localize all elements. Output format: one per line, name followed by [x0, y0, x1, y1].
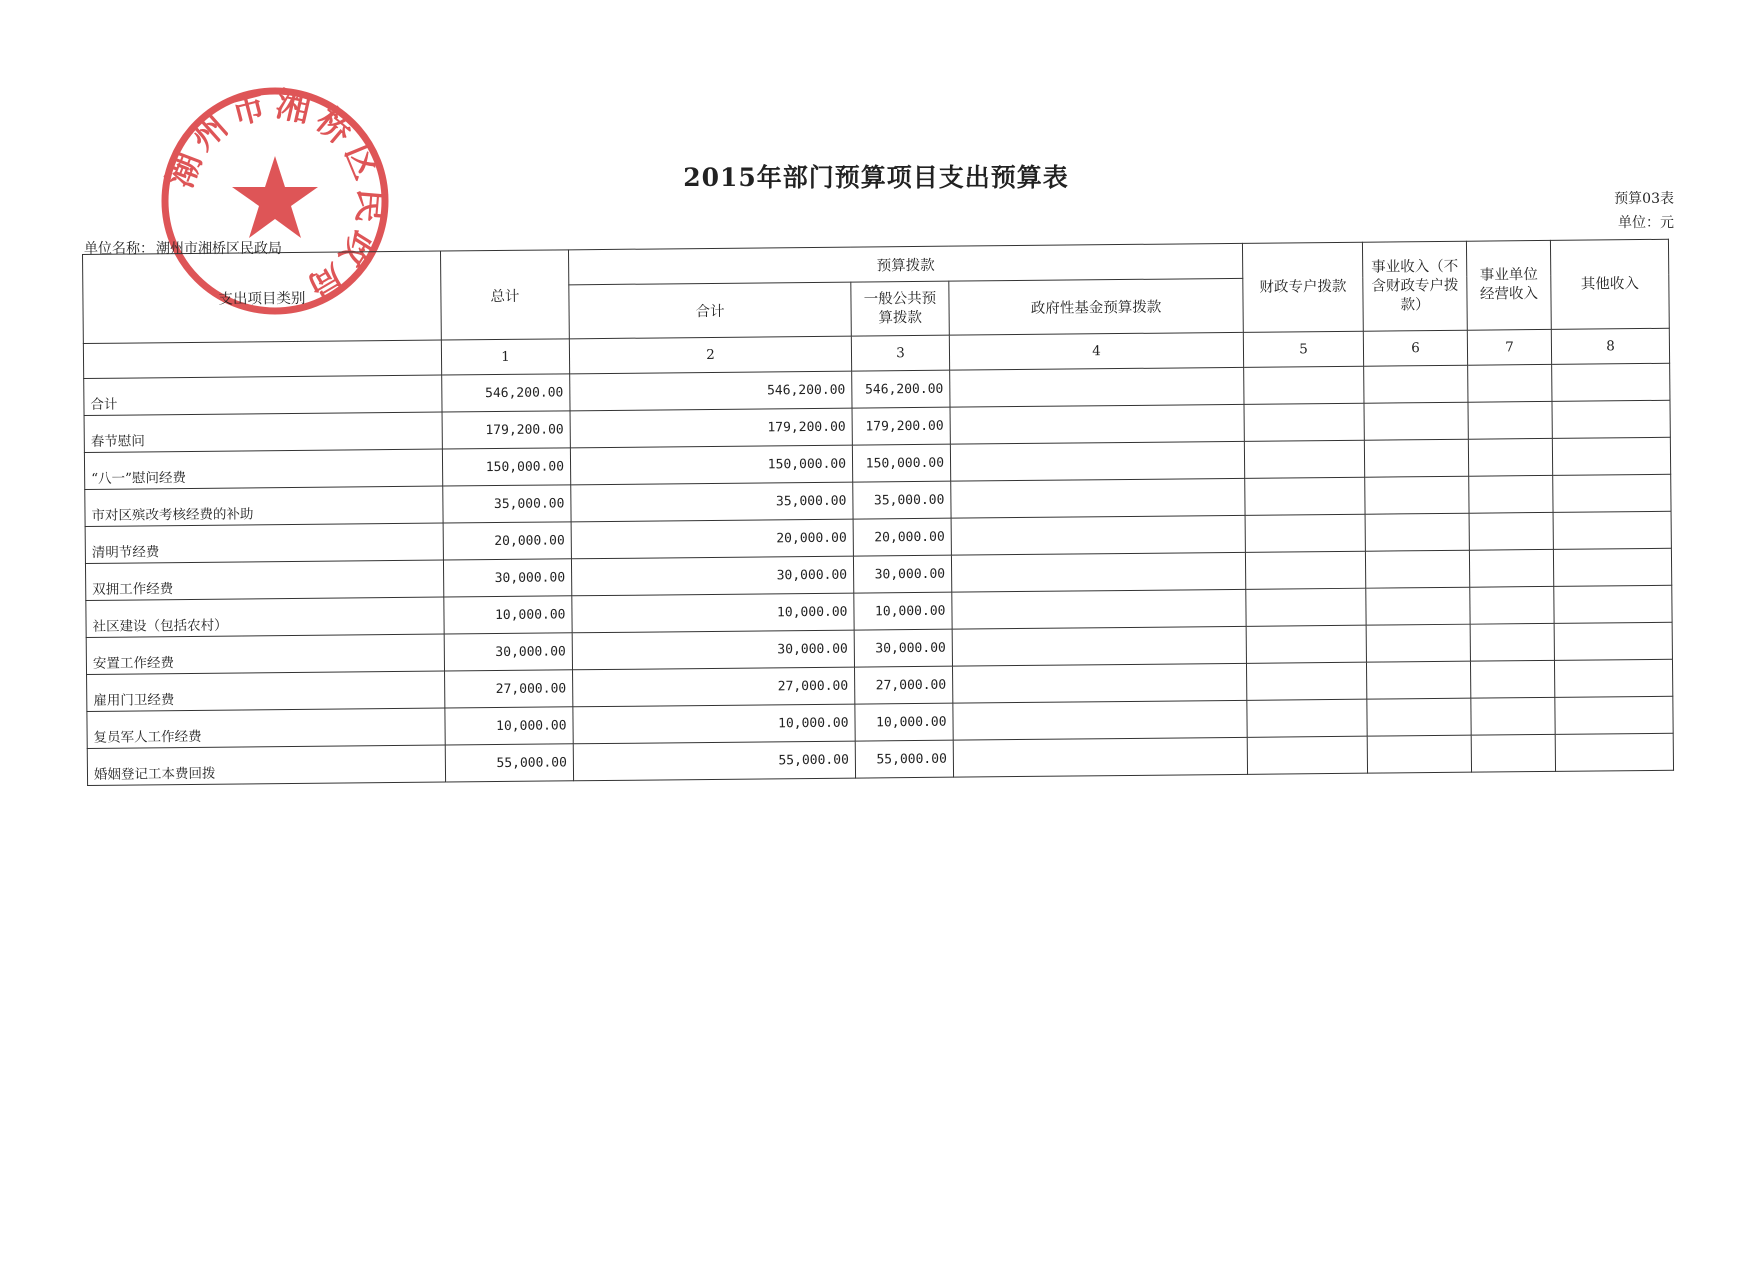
- row-other-income-cell: [1552, 363, 1670, 401]
- row-other-income-cell: [1553, 511, 1671, 549]
- index-cell-empty: [83, 340, 441, 378]
- index-cell: 1: [441, 339, 569, 375]
- row-business-income-cell: [1364, 439, 1468, 477]
- row-category-cell: 市对区殡改考核经费的补助: [85, 486, 443, 526]
- row-fiscal-special-cell: [1244, 440, 1364, 478]
- row-business-income-cell: [1364, 402, 1468, 440]
- row-business-income-cell: [1364, 365, 1468, 403]
- row-total-cell: 546,200.00: [442, 374, 570, 412]
- index-cell: 7: [1467, 329, 1551, 365]
- row-subtotal-cell: 150,000.00: [570, 445, 852, 485]
- page-title: 2015年部门预算项目支出预算表: [683, 163, 1069, 192]
- budget-table: [82, 239, 1674, 786]
- seal-text: 潮州市湘桥区民政局: [160, 84, 392, 311]
- row-other-income-cell: [1554, 622, 1672, 660]
- row-subtotal-cell: 10,000.00: [572, 593, 854, 633]
- row-subtotal-cell: 179,200.00: [570, 408, 852, 448]
- row-category-cell: 春节慰问: [84, 412, 442, 452]
- row-subtotal-cell: 27,000.00: [573, 667, 855, 707]
- budget-table-wrapper: [82, 239, 1673, 786]
- index-cell: 4: [949, 332, 1243, 370]
- row-fiscal-special-cell: [1245, 514, 1365, 552]
- row-category-cell: 复员军人工作经费: [87, 708, 445, 748]
- row-subtotal-cell: 55,000.00: [573, 741, 855, 781]
- row-total-cell: 27,000.00: [445, 670, 573, 708]
- row-general-public-cell: 179,200.00: [852, 407, 950, 445]
- row-fiscal-special-cell: [1244, 366, 1364, 404]
- row-gov-fund-cell: [953, 737, 1247, 777]
- row-business-unit-income-cell: [1468, 364, 1552, 402]
- row-category-cell: 安置工作经费: [86, 634, 444, 674]
- row-subtotal-cell: 10,000.00: [573, 704, 855, 744]
- row-general-public-cell: 27,000.00: [855, 666, 953, 704]
- row-gov-fund-cell: [953, 700, 1247, 740]
- row-general-public-cell: 30,000.00: [854, 629, 952, 667]
- row-category-cell: 清明节经费: [85, 523, 443, 563]
- row-gov-fund-cell: [951, 478, 1245, 518]
- organization-label: 单位名称：: [84, 241, 154, 257]
- row-other-income-cell: [1555, 733, 1673, 771]
- row-business-unit-income-cell: [1468, 401, 1552, 439]
- row-business-unit-income-cell: [1469, 549, 1553, 587]
- row-general-public-cell: 35,000.00: [853, 481, 951, 519]
- index-cell: 2: [569, 336, 851, 374]
- row-business-unit-income-cell: [1469, 475, 1553, 513]
- row-business-income-cell: [1366, 624, 1470, 662]
- row-total-cell: 150,000.00: [442, 448, 570, 486]
- row-gov-fund-cell: [950, 441, 1244, 481]
- row-gov-fund-cell: [951, 515, 1245, 555]
- row-business-income-cell: [1365, 550, 1469, 588]
- row-fiscal-special-cell: [1247, 662, 1367, 700]
- row-fiscal-special-cell: [1244, 403, 1364, 441]
- header-category: 支出项目类别: [83, 251, 442, 343]
- row-general-public-cell: 20,000.00: [853, 518, 951, 556]
- row-subtotal-cell: 546,200.00: [570, 371, 852, 411]
- row-subtotal-cell: 35,000.00: [571, 482, 853, 522]
- row-subtotal-cell: 30,000.00: [572, 630, 854, 670]
- row-general-public-cell: 10,000.00: [855, 703, 953, 741]
- row-fiscal-special-cell: [1247, 736, 1367, 774]
- row-other-income-cell: [1555, 659, 1673, 697]
- index-cell: 8: [1551, 328, 1669, 364]
- row-general-public-cell: 30,000.00: [853, 555, 951, 593]
- row-business-unit-income-cell: [1471, 734, 1555, 772]
- form-number: 预算03表: [1614, 191, 1674, 207]
- row-subtotal-cell: 20,000.00: [571, 519, 853, 559]
- row-general-public-cell: 546,200.00: [852, 370, 950, 408]
- row-fiscal-special-cell: [1246, 588, 1366, 626]
- row-gov-fund-cell: [950, 404, 1244, 444]
- row-business-income-cell: [1367, 735, 1471, 773]
- row-total-cell: 20,000.00: [443, 522, 571, 560]
- header-gov-fund: 政府性基金预算拨款: [949, 279, 1244, 335]
- row-business-unit-income-cell: [1471, 660, 1555, 698]
- row-general-public-cell: 150,000.00: [852, 444, 950, 482]
- header-other-income: 其他收入: [1550, 239, 1669, 329]
- row-business-income-cell: [1367, 698, 1471, 736]
- index-cell: 3: [851, 335, 949, 371]
- row-fiscal-special-cell: [1247, 699, 1367, 737]
- row-category-cell: 雇用门卫经费: [87, 671, 445, 711]
- row-total-cell: 30,000.00: [444, 633, 572, 671]
- index-cell: 6: [1363, 330, 1467, 366]
- row-other-income-cell: [1553, 548, 1671, 586]
- row-business-unit-income-cell: [1468, 438, 1552, 476]
- row-business-unit-income-cell: [1471, 697, 1555, 735]
- row-category-cell: 双拥工作经费: [85, 560, 443, 600]
- row-business-unit-income-cell: [1469, 512, 1553, 550]
- row-fiscal-special-cell: [1245, 477, 1365, 515]
- header-business-income: 事业收入（不含财政专户拨款）: [1362, 241, 1467, 331]
- header-budget-allocation: 预算拨款: [568, 243, 1242, 285]
- row-general-public-cell: 10,000.00: [854, 592, 952, 630]
- row-subtotal-cell: 30,000.00: [571, 556, 853, 596]
- index-cell: 5: [1243, 331, 1363, 367]
- row-category-cell: 婚姻登记工本费回拨: [87, 745, 445, 785]
- row-total-cell: 10,000.00: [445, 707, 573, 745]
- row-total-cell: 179,200.00: [442, 411, 570, 449]
- row-business-income-cell: [1365, 476, 1469, 514]
- row-gov-fund-cell: [952, 589, 1246, 629]
- row-other-income-cell: [1552, 400, 1670, 438]
- row-other-income-cell: [1555, 696, 1673, 734]
- row-business-unit-income-cell: [1470, 623, 1554, 661]
- row-general-public-cell: 55,000.00: [855, 740, 953, 778]
- row-total-cell: 10,000.00: [444, 596, 572, 634]
- row-business-income-cell: [1367, 661, 1471, 699]
- currency-unit: 单位：元: [1618, 215, 1674, 231]
- row-gov-fund-cell: [952, 663, 1246, 703]
- row-total-cell: 35,000.00: [443, 485, 571, 523]
- header-general-public: 一般公共预算拨款: [851, 282, 950, 337]
- row-other-income-cell: [1554, 585, 1672, 623]
- header-business-unit-income: 事业单位经营收入: [1466, 240, 1551, 330]
- header-subtotal: 合计: [569, 283, 852, 339]
- row-gov-fund-cell: [950, 367, 1244, 407]
- row-other-income-cell: [1553, 474, 1671, 512]
- row-other-income-cell: [1552, 437, 1670, 475]
- row-category-cell: 合计: [84, 375, 442, 415]
- row-total-cell: 55,000.00: [445, 744, 573, 782]
- row-category-cell: “八一”慰问经费: [84, 449, 442, 489]
- organization-name: 潮州市湘桥区民政局: [156, 241, 282, 257]
- row-gov-fund-cell: [951, 552, 1245, 592]
- row-business-unit-income-cell: [1470, 586, 1554, 624]
- row-fiscal-special-cell: [1246, 625, 1366, 663]
- header-fiscal-special: 财政专户拨款: [1242, 242, 1363, 332]
- header-total: 总计: [440, 250, 569, 340]
- row-fiscal-special-cell: [1245, 551, 1365, 589]
- row-gov-fund-cell: [952, 626, 1246, 666]
- row-business-income-cell: [1365, 513, 1469, 551]
- row-business-income-cell: [1366, 587, 1470, 625]
- row-total-cell: 30,000.00: [443, 559, 571, 597]
- row-category-cell: 社区建设（包括农村）: [86, 597, 444, 637]
